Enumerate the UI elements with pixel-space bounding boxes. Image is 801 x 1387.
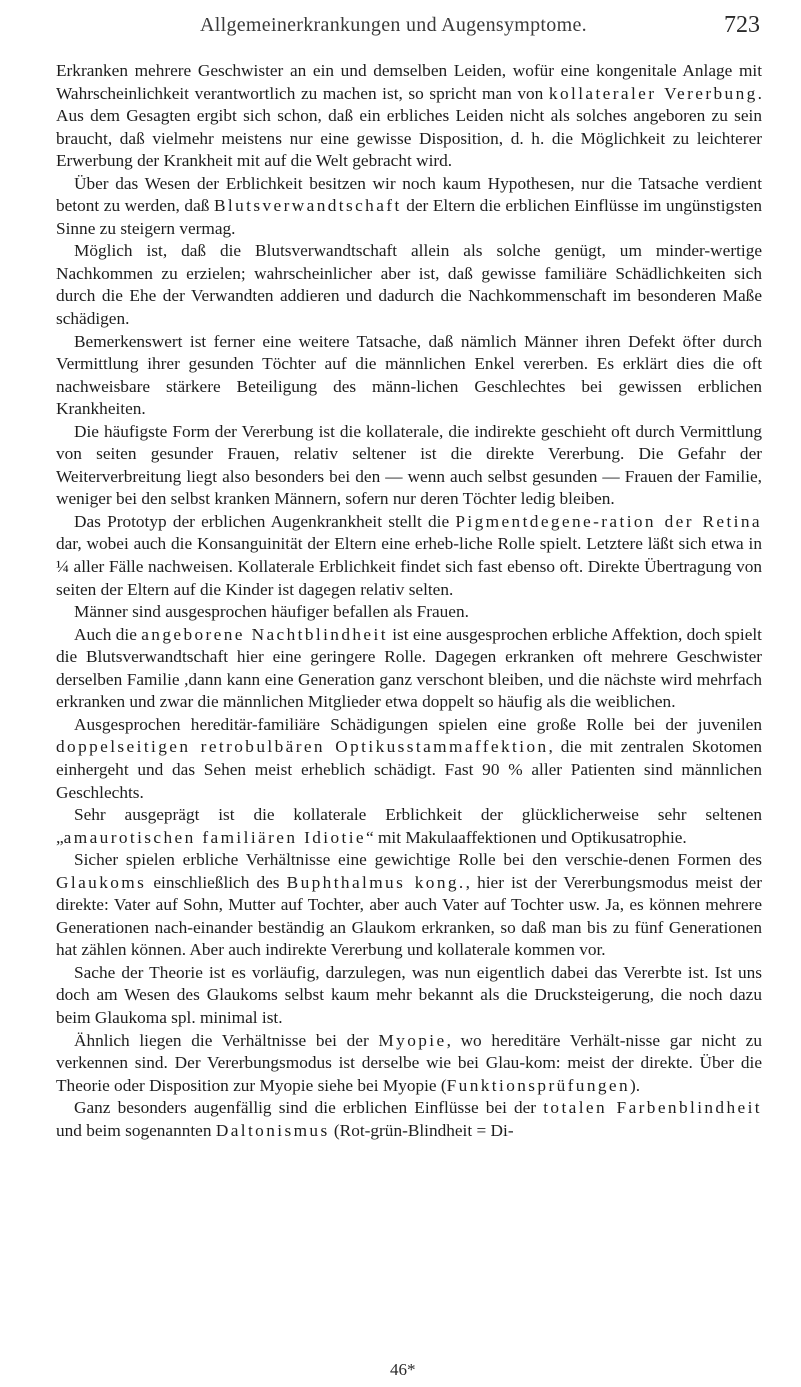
paragraph-kollaterale-vererbung: Erkranken mehrere Geschwister an ein und demselben Leiden, wofür eine kongenitale Anlage mit Wahrscheinlichkeit verantwortlich zu machen ist, so spricht man von kollateraler Vererbung. Aus dem Gesagten ergibt sich schon, daß ein erbliches Leiden nicht als solches angeboren zu sein braucht, daß vielmehr meistens nur eine gewisse Disposition, d. h. die Möglichkeit zu leichterer Erwerbung der Krankheit mit auf die Welt gebracht wird.	[56, 61, 762, 171]
paragraph-haeufigste-form: Die häufigste Form der Vererbung ist die kollaterale, die indirekte geschieht oft durch Vermittlung von seiten gesunder Frauen, relativ seltener ist die direkte Vererbung. Die Gefahr der Weiterverbreitung liegt also besonders bei den — wenn auch selbst gesunden — Frauen der Familie, weniger bei den selbst kranken Männern, sofern nur deren Töchter ledig bleiben.	[56, 421, 762, 509]
spaced-term: Blutsverwandtschaft	[213, 196, 402, 216]
spaced-term: totalen Farbenblindheit	[543, 1098, 762, 1118]
paragraph-myopie: Ähnlich liegen die Verhältnisse bei der Myopie, wo hereditäre Verhält-nisse gar nicht zu verkennen sind. Der Vererbungsmodus ist derselbe wie bei Glau-kom: meist der direkte. Über die Theorie oder Disposition zur Myopie siehe bei Myopie (Funktionsprüfungen).	[56, 1030, 762, 1095]
paragraph-glaukom: Sicher spielen erbliche Verhältnisse eine gewichtige Rolle bei den verschie-denen Formen des Glaukoms einschließlich des Buphthalmus kong., hier ist der Vererbungsmodus meist der direkte: Vater auf Sohn, Mutter auf Tochter, aber auch Vater auf Tochter usw. Ja, es können mehrere Generationen nach-einander beständig an Glaukom erkranken, so daß man bis zu fünf Generationen hat zählen können. Aber auch indirekte Vererbung und kollaterale kommen vor.	[56, 850, 762, 960]
spaced-term: Buphthalmus kong.	[286, 872, 466, 892]
running-title: Allgemeinerkrankungen und Augensymptome.	[200, 14, 587, 36]
spaced-term: angeborene Nachtblindheit	[141, 624, 388, 644]
spaced-term: amaurotischen familiären Idiotie	[63, 827, 366, 847]
spaced-term: Daltonismus	[215, 1120, 330, 1140]
body-text	[56, 60, 762, 1142]
spaced-term: Pigmentdegene-ration der Retina	[455, 511, 762, 531]
paragraph-farbenblindheit: Ganz besonders augenfällig sind die erblichen Einflüsse bei der totalen Farbenblindheit und beim sogenannten Daltonismus (Rot-grün-Blindheit = Di-	[56, 1098, 762, 1140]
spaced-term: Myopie	[378, 1030, 447, 1050]
paragraph-nachtblindheit: Auch die angeborene Nachtblindheit ist eine ausgesprochen erbliche Affektion, doch spielt die Blutsverwandtschaft hier eine geringere Rolle. Dagegen erkranken oft mehrere Geschwister derselben Familie ,dann kann eine Generation ganz verschont bleiben, und die nächste wird mehrfach erkranken und zwar die männlichen Mitglieder etwa doppelt so häufig als die weiblichen.	[56, 624, 762, 712]
page-number: 723	[724, 12, 760, 38]
spaced-term: Funktionsprüfungen	[446, 1075, 631, 1095]
paragraph-blutsverwandtschaft: Über das Wesen der Erblichkeit besitzen wir noch kaum Hypothesen, nur die Tatsache verdient betont zu werden, daß Blutsverwandtschaft der Eltern die erblichen Einflüsse im ungünstigsten Sinne zu steigern vermag.	[56, 173, 762, 238]
paragraph-optikusstammaffektion: Ausgesprochen hereditär-familiäre Schädigungen spielen eine große Rolle bei der juvenilen doppelseitigen retrobulbären Optikusstammaffektion, die mit zentralen Skotomen einhergeht und das Sehen meist erheblich schädigt. Fast 90 % aller Patienten sind männlichen Geschlechts.	[56, 714, 762, 802]
running-header	[200, 14, 760, 40]
paragraph-minderwertige-nachkommen: Möglich ist, daß die Blutsverwandtschaft allein als solche genügt, um minder-wertige Nachkommen zu erzielen; wahrscheinlicher aber ist, daß gewisse familiäre Schädlichkeiten sich durch die Ehe der Verwandten addieren und dadurch die Nachkommenschaft im besonderen Maße schädigen.	[56, 241, 762, 329]
paragraph-pigmentdegeneration: Das Prototyp der erblichen Augenkrankheit stellt die Pigmentdegene-ration der Retina dar, wobei auch die Konsanguinität der Eltern eine erheb-liche Rolle spielt. Letztere läßt sich etwa in ¼ aller Fälle nachweisen. Kollaterale Erblichkeit findet sich fast ebenso oft. Direkte Übertragung von seiten der Eltern auf die Kinder ist dagegen relativ selten.	[56, 511, 762, 599]
spaced-term: kollateraler Vererbung	[548, 83, 758, 103]
paragraph-theorie: Sache der Theorie ist es vorläufig, darzulegen, was nun eigentlich dabei das Vererbte ist. Ist uns doch am Wesen des Glaukoms selbst kaum mehr bekannt als die Drucksteigerung, die noch dazu beim Glaukoma spl. minimal ist.	[56, 962, 762, 1027]
signature-mark: 46*	[390, 1360, 416, 1379]
paragraph-amaurotische-idiotie: Sehr ausgeprägt ist die kollaterale Erblichkeit der glücklicherweise sehr seltenen „amaurotischen familiären Idiotie“ mit Makulaaffektionen und Optikusatrophie.	[56, 805, 762, 847]
paragraph-maennliche-enkel: Bemerkenswert ist ferner eine weitere Tatsache, daß nämlich Männer ihren Defekt öfter durch Vermittlung ihrer gesunden Töchter auf die männlichen Enkel vererben. Es erklärt dies die oft nachweisbare stärkere Beteiligung des männ-lichen Geschlechtes bei gewissen erblichen Krankheiten.	[56, 331, 762, 419]
spaced-term: doppelseitigen retrobulbären Optikusstammaffektion	[56, 737, 549, 757]
spaced-term: Glaukoms	[56, 872, 147, 892]
paragraph-maenner-haeufiger: Männer sind ausgesprochen häufiger befallen als Frauen.	[74, 602, 469, 622]
